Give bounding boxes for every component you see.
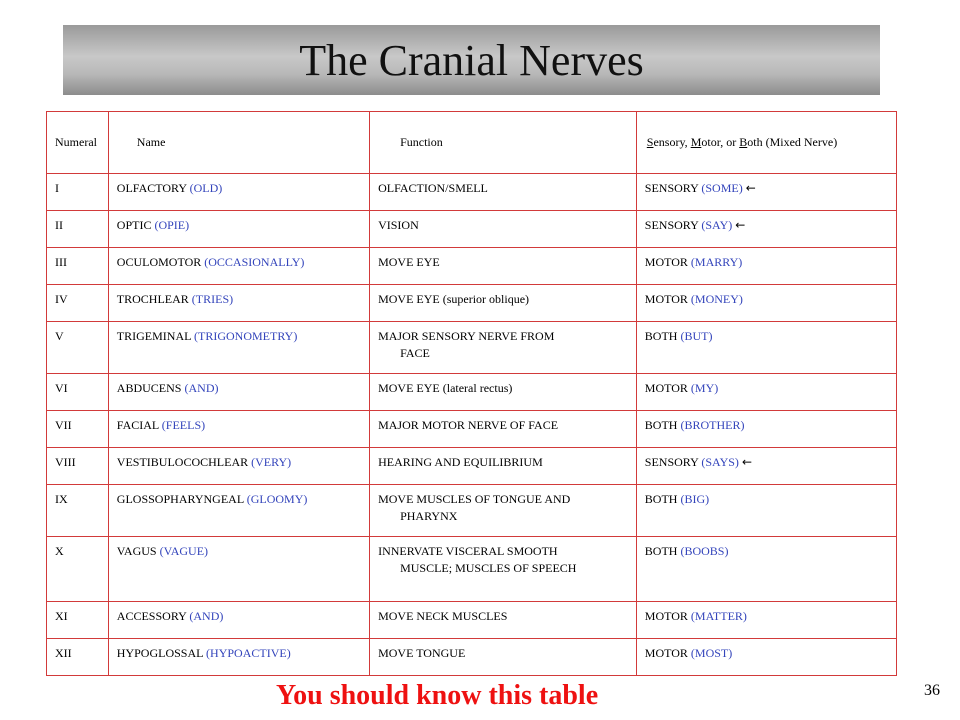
name-cell (108, 211, 369, 248)
function-text: INNERVATE VISCERAL SMOOTH (378, 544, 558, 558)
name-mnemonic: (GLOOMY) (246, 492, 308, 506)
header-function: Function (370, 112, 637, 174)
function-text: MOVE NECK MUSCLES (378, 609, 508, 623)
left-arrow-icon: ← (741, 455, 752, 469)
name-mnemonic: (VERY) (251, 455, 292, 469)
nerve-type: SENSORY (644, 181, 699, 195)
function-cell (370, 537, 637, 602)
function-text: MAJOR SENSORY NERVE FROM (378, 329, 555, 343)
numeral-cell: V (47, 322, 109, 374)
nerve-type: MOTOR (644, 646, 688, 660)
type-mnemonic: (MONEY) (690, 292, 743, 306)
type-cell (636, 602, 896, 639)
nerve-type: SENSORY (644, 455, 699, 469)
type-cell (636, 448, 896, 485)
nerve-type: MOTOR (644, 292, 688, 306)
function-text-cont: FACE (400, 346, 430, 360)
function-cell (370, 448, 637, 485)
function-cell (370, 485, 637, 537)
nerve-name: OLFACTORY (116, 181, 187, 195)
numeral-cell: VI (47, 374, 109, 411)
type-cell (636, 174, 896, 211)
footer-note: You should know this table (276, 680, 599, 711)
table-row (47, 448, 897, 485)
name-mnemonic: (TRIGONOMETRY) (194, 329, 298, 343)
name-cell (108, 411, 369, 448)
nerve-name: ACCESSORY (116, 609, 187, 623)
function-text: HEARING AND EQUILIBRIUM (378, 455, 543, 469)
type-mnemonic: (SAYS) (701, 455, 739, 469)
type-cell (636, 374, 896, 411)
name-mnemonic: (FEELS) (161, 418, 206, 432)
name-cell (108, 639, 369, 676)
type-cell (636, 537, 896, 602)
numeral-cell: XII (47, 639, 109, 676)
name-cell (108, 537, 369, 602)
numeral-cell: IX (47, 485, 109, 537)
function-text: MOVE EYE (378, 255, 440, 269)
name-cell (108, 285, 369, 322)
function-cell (370, 602, 637, 639)
nerve-type: MOTOR (644, 609, 688, 623)
function-text: MOVE MUSCLES OF TONGUE AND (378, 492, 571, 506)
header-type: Sensory, Motor, or Both (Mixed Nerve) (636, 112, 896, 174)
nerve-name: ABDUCENS (116, 381, 182, 395)
function-text: VISION (378, 218, 419, 232)
numeral-cell: I (47, 174, 109, 211)
nerve-name: FACIAL (116, 418, 159, 432)
name-cell (108, 602, 369, 639)
name-mnemonic: (TRIES) (191, 292, 234, 306)
table-row (47, 537, 897, 602)
table-row (47, 322, 897, 374)
header-numeral: Numeral (47, 112, 109, 174)
nerve-name: GLOSSOPHARYNGEAL (116, 492, 244, 506)
nerve-type: SENSORY (644, 218, 699, 232)
header-name: Name (108, 112, 369, 174)
type-cell (636, 411, 896, 448)
type-mnemonic: (SAY) (701, 218, 733, 232)
name-mnemonic: (HYPOACTIVE) (206, 646, 291, 660)
name-mnemonic: (AND) (189, 609, 224, 623)
type-mnemonic: (BIG) (680, 492, 710, 506)
numeral-cell: VII (47, 411, 109, 448)
nerve-name: TROCHLEAR (116, 292, 189, 306)
name-cell (108, 248, 369, 285)
table-row (47, 211, 897, 248)
function-cell (370, 639, 637, 676)
function-cell (370, 285, 637, 322)
nerve-type: BOTH (644, 492, 678, 506)
function-text: MAJOR MOTOR NERVE OF FACE (378, 418, 559, 432)
type-cell (636, 322, 896, 374)
function-text: MOVE EYE (superior oblique) (378, 292, 530, 306)
table-row (47, 374, 897, 411)
nerve-name: OPTIC (116, 218, 152, 232)
cranial-nerves-table (46, 111, 897, 676)
name-cell (108, 174, 369, 211)
table-row (47, 639, 897, 676)
table-row (47, 485, 897, 537)
nerve-name: VESTIBULOCOCHLEAR (116, 455, 249, 469)
numeral-cell: X (47, 537, 109, 602)
slide-title: The Cranial Nerves (299, 35, 644, 85)
numeral-cell: VIII (47, 448, 109, 485)
function-text: MOVE EYE (lateral rectus) (378, 381, 513, 395)
table-header-row (47, 112, 897, 174)
name-mnemonic: (OPIE) (154, 218, 190, 232)
page-number: 36 (924, 682, 940, 699)
name-mnemonic: (AND) (184, 381, 219, 395)
nerve-name: VAGUS (116, 544, 157, 558)
name-mnemonic: (VAGUE) (159, 544, 209, 558)
nerve-type: MOTOR (644, 381, 688, 395)
type-mnemonic: (SOME) (701, 181, 743, 195)
type-cell (636, 285, 896, 322)
type-mnemonic: (MOST) (690, 646, 733, 660)
type-mnemonic: (MATTER) (690, 609, 747, 623)
type-mnemonic: (MY) (690, 381, 719, 395)
name-cell (108, 322, 369, 374)
numeral-cell: IV (47, 285, 109, 322)
type-cell (636, 211, 896, 248)
left-arrow-icon: ← (735, 218, 746, 232)
type-cell (636, 485, 896, 537)
table-row (47, 285, 897, 322)
numeral-cell: II (47, 211, 109, 248)
nerve-name: OCULOMOTOR (116, 255, 202, 269)
function-text-cont: MUSCLE; MUSCLES OF SPEECH (400, 561, 577, 575)
name-cell (108, 374, 369, 411)
table-row (47, 602, 897, 639)
numeral-cell: XI (47, 602, 109, 639)
name-cell (108, 485, 369, 537)
function-cell (370, 322, 637, 374)
nerve-type: MOTOR (644, 255, 688, 269)
type-cell (636, 248, 896, 285)
function-cell (370, 374, 637, 411)
name-mnemonic: (OCCASIONALLY) (204, 255, 305, 269)
type-cell (636, 639, 896, 676)
nerve-name: HYPOGLOSSAL (116, 646, 204, 660)
function-cell (370, 411, 637, 448)
table-row (47, 174, 897, 211)
nerve-type: BOTH (644, 329, 678, 343)
name-cell (108, 448, 369, 485)
nerve-name: TRIGEMINAL (116, 329, 192, 343)
table-row (47, 411, 897, 448)
function-text-cont: PHARYNX (400, 509, 458, 523)
left-arrow-icon: ← (745, 181, 756, 195)
type-mnemonic: (BROTHER) (680, 418, 745, 432)
table-row (47, 248, 897, 285)
function-text: MOVE TONGUE (378, 646, 466, 660)
type-mnemonic: (MARRY) (690, 255, 743, 269)
function-cell (370, 211, 637, 248)
type-mnemonic: (BOOBS) (680, 544, 729, 558)
nerve-type: BOTH (644, 418, 678, 432)
title-banner (63, 25, 880, 95)
function-cell (370, 248, 637, 285)
function-cell (370, 174, 637, 211)
function-text: OLFACTION/SMELL (378, 181, 488, 195)
type-mnemonic: (BUT) (680, 329, 713, 343)
name-mnemonic: (OLD) (189, 181, 223, 195)
nerve-type: BOTH (644, 544, 678, 558)
numeral-cell: III (47, 248, 109, 285)
